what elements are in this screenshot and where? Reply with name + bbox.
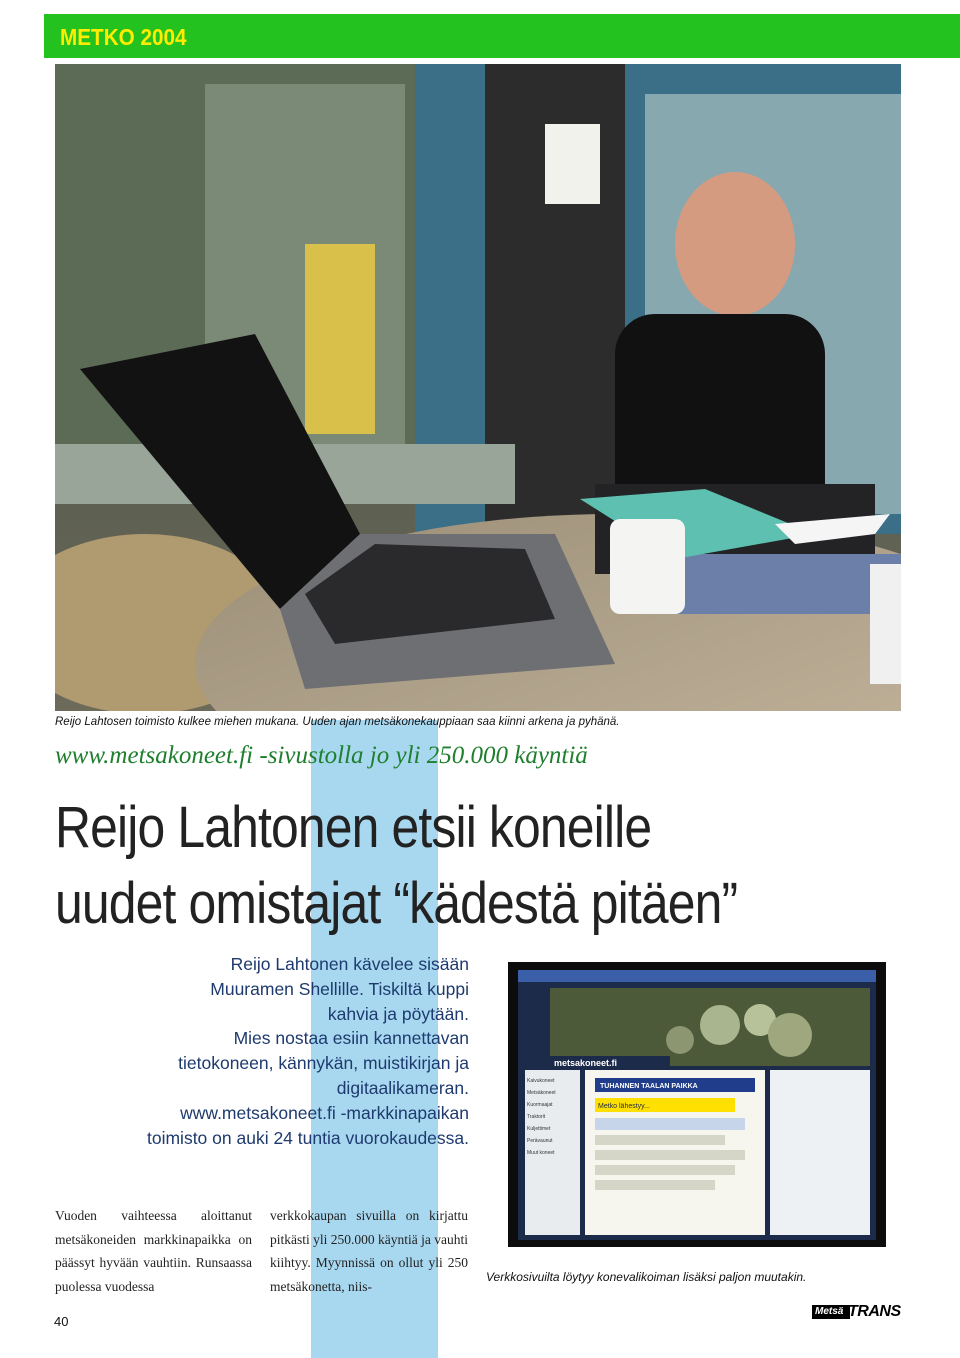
screenshot-nav-item: Kuormaajat (527, 1102, 553, 1108)
logo-right-part: TRANS (848, 1303, 901, 1320)
screenshot-nav-item: Traktorit (527, 1114, 546, 1120)
lead-line: toimisto on auki 24 tuntia vuorokaudessa. (147, 1127, 469, 1148)
section-title: METKO 2004 (60, 24, 187, 50)
screenshot-site-name: metsakoneet.fi (554, 1058, 618, 1068)
screenshot-nav-item: Kaivukoneet (527, 1078, 555, 1084)
lead-line: Reijo Lahtonen kävelee sisään (230, 954, 469, 974)
lead-line: digitaalikameran. (336, 1077, 469, 1098)
screenshot-nav-item: Kuljettimet (527, 1126, 551, 1132)
body-column-2: verkkokaupan sivuilla on kirjattu pitkästi yli 250.000 käyntiä ja vauhti kiihtyy. Myynnissä on ollut yli 250 metsäkonetta, niis- (270, 1208, 468, 1294)
headline-line-1: Reijo Lahtonen etsii koneille (55, 795, 652, 860)
article-lead (55, 952, 469, 1150)
photo-caption: Reijo Lahtosen toimisto kulkee miehen mukana. Uuden ajan metsäkonekauppiaan saa kiinni arkena ja pyhänä. (55, 716, 620, 728)
screenshot-caption: Verkkosivuilta löytyy konevalikoiman lisäksi paljon muutakin. (486, 1270, 807, 1284)
header-band (44, 14, 960, 58)
page-number: 40 (54, 1314, 69, 1329)
main-photo (55, 64, 901, 711)
metsatrans-logo (812, 1303, 902, 1323)
article-headline (55, 790, 737, 942)
lead-line: tietokoneen, kännykän, muistikirjan ja (178, 1053, 469, 1074)
logo-left-part: Metsä (812, 1305, 850, 1319)
body-column-1: Vuoden vaihteessa aloittanut metsäkoneiden markkinapaikka on päässyt hyvään vauhtiin. Runsaassa puolessa vuodessa (55, 1208, 252, 1294)
lead-line: kahvia ja pöytään. (327, 1003, 469, 1024)
article-subheading: www.metsakoneet.fi -sivustolla jo yli 250.000 käyntiä (55, 742, 588, 769)
screenshot-nav-item: Muut koneet (527, 1150, 555, 1156)
headline-line-2: uudet omistajat “kädestä pitäen” (55, 871, 738, 936)
screenshot-nav-item: Metsäkoneet (527, 1090, 556, 1096)
screenshot-promo: Metko lähestyy... (598, 1103, 651, 1110)
website-screenshot-photo (490, 940, 902, 1258)
lead-line: Mies nostaa esiin kannettavan (233, 1028, 469, 1049)
lead-line: www.metsakoneet.fi -markkinapaikan (180, 1102, 469, 1123)
screenshot-banner: TUHANNEN TAALAN PAIKKA (600, 1083, 698, 1090)
screenshot-nav-item: Perävaunut (527, 1138, 553, 1144)
lead-line: Muuramen Shellille. Tiskiltä kuppi (210, 978, 469, 999)
